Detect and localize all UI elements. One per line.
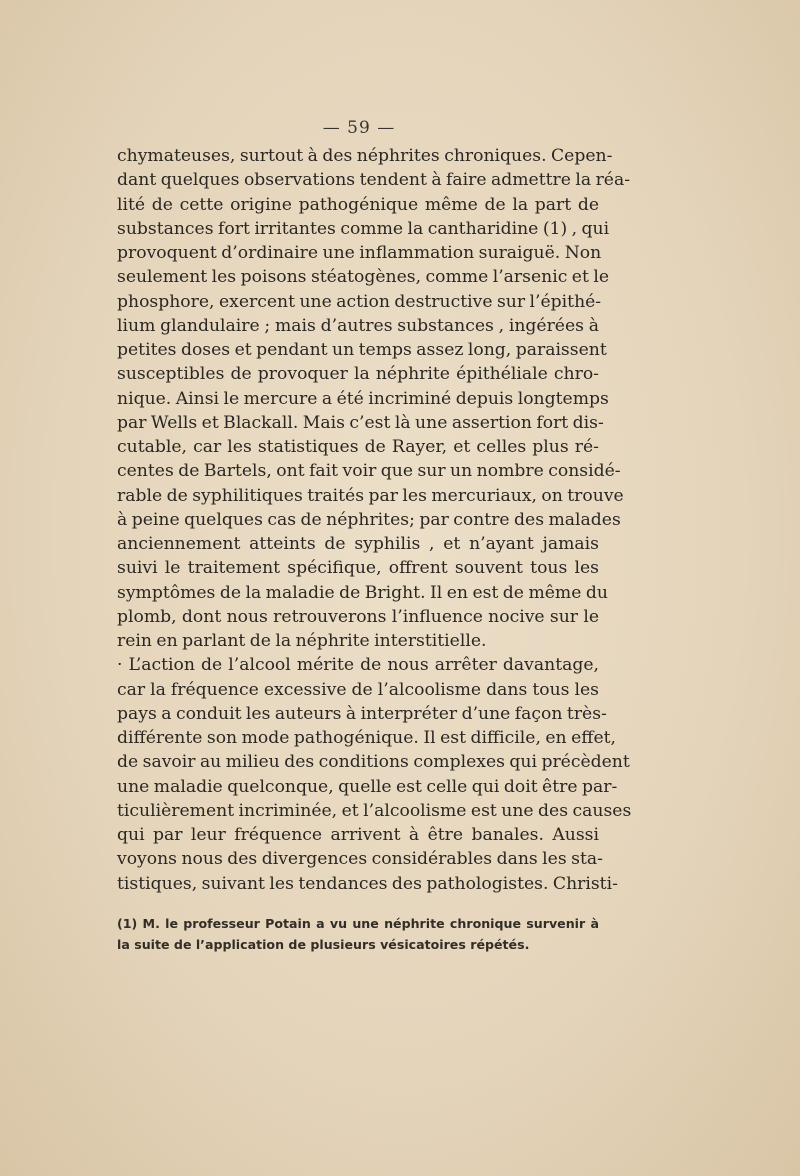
text-line: substances fort irritantes comme la cantharidine (1) , qui (117, 218, 610, 239)
text-line: seulement les poisons stéatogènes, comme l’arsenic et le (117, 267, 610, 288)
text-line: suivi le traitement spécifique, offrent souvent tous les (117, 558, 599, 579)
text-line: dant quelques observations tendent à faire admettre la réa- (117, 170, 631, 191)
text-line: tistiques, suivant les tendances des pathologistes. Christi- (117, 873, 618, 894)
text-line: · L’action de l’alcool mérite de nous arrêter davantage, (117, 655, 599, 676)
text-line: rable de syphilitiques traités par les mercuriaux, on trouve (117, 485, 624, 506)
text-line: anciennement atteints de syphilis , et n’ayant jamais (117, 534, 599, 554)
text-line: voyons nous des divergences considérables dans les sta- (117, 849, 603, 870)
text-line: centes de Bartels, ont fait voir que sur un nombre considé- (117, 461, 621, 482)
text-line: une maladie quelconque, quelle est celle qui doit être par- (117, 776, 618, 797)
text-line: chymateuses, surtout à des néphrites chroniques. Cepen- (117, 146, 613, 166)
footnote-line: la suite de l’application de plusieurs vésicatoires répétés. (117, 937, 530, 952)
page-number: — 59 — (322, 118, 396, 138)
text-line: ticulièrement incriminée, et l’alcoolisme est une des causes (117, 800, 632, 821)
text-line: par Wells et Blackall. Mais c’est là une assertion fort dis- (117, 412, 604, 433)
text-line: pays a conduit les auteurs à interpréter d’une façon très- (117, 703, 607, 724)
text-line: plomb, dont nous retrouverons l’influence nocive sur le (117, 606, 599, 627)
footnote (117, 913, 599, 955)
text-line: petites doses et pendant un temps assez long, paraissent (117, 340, 607, 360)
footnote-line: (1) M. le professeur Potain a vu une néphrite chronique survenir à (117, 916, 599, 931)
text-line: susceptibles de provoquer la néphrite épithéliale chro- (117, 364, 599, 385)
text-line: phosphore, exercent une action destructive sur l’épithé- (117, 291, 602, 312)
text-line: qui par leur fréquence arrivent à être banales. Aussi (117, 825, 599, 845)
text-line: lité de cette origine pathogénique même de la part de (117, 194, 599, 215)
text-line: lium glandulaire ; mais d’autres substances , ingérées à (117, 315, 599, 336)
text-line: cutable, car les statistiques de Rayer, et celles plus ré- (117, 437, 599, 457)
text-line: nique. Ainsi le mercure a été incriminé depuis longtemps (117, 388, 609, 409)
text-line: à peine quelques cas de néphrites; par contre des malades (117, 509, 621, 530)
body-text (117, 144, 632, 896)
text-line: différente son mode pathogénique. Il est difficile, en effet, (117, 728, 617, 748)
text-line: de savoir au milieu des conditions complexes qui précèdent (117, 752, 630, 773)
text-line: provoquent d’ordinaire une inflammation suraiguë. Non (117, 243, 602, 263)
text-line: symptômes de la maladie de Bright. Il en est de même du (117, 582, 608, 603)
text-line: car la fréquence excessive de l’alcoolisme dans tous les (117, 679, 599, 700)
text-line: rein en parlant de la néphrite interstitielle. (117, 631, 487, 651)
